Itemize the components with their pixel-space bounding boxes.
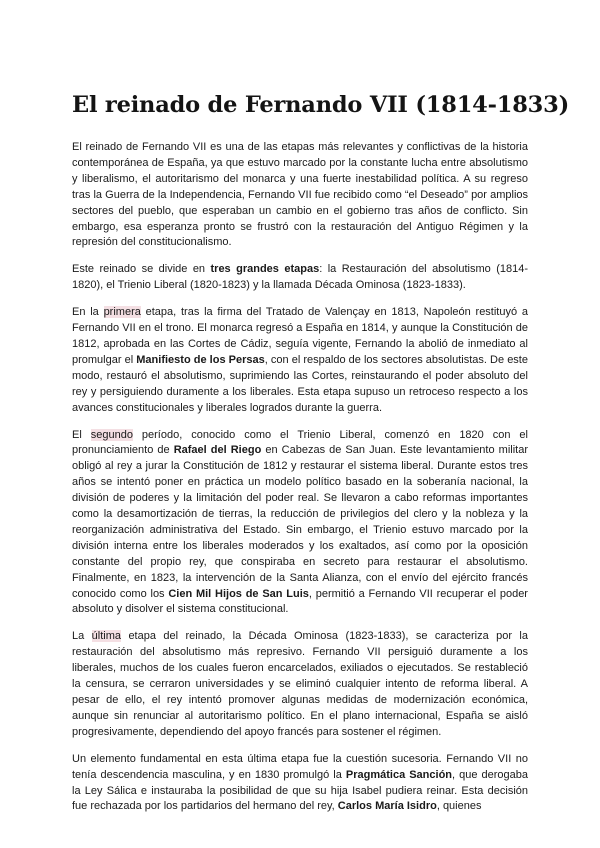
text-run: , con el respaldo de los sectores absolutistas. De este modo, restauró el absolutismo, suprimiendo las Cortes, reinstaurando el poder absoluto del rey y persiguiendo duramente a los liberales. Esta etapa supuso un retroceso respecto a los avances constitucionales y liberales logrados durante la guerra. (72, 353, 528, 414)
text-run: Este reinado se divide en (72, 263, 211, 276)
paragraph-succession (72, 752, 528, 816)
paragraph-stages (72, 262, 528, 294)
paragraph-first-stage (72, 305, 528, 416)
text-run: , permitió a Fernando VII recuperar el poder absoluto y disolver el sistema constitucional. (72, 587, 528, 616)
bold-text: Manifiesto de los Persas (136, 353, 265, 366)
paragraph-intro: El reinado de Fernando VII es una de las etapas más relevantes y conflictivas de la historia contemporánea de España, ya que estuvo marcado por la constante lucha entre absolutismo y liberalismo, el autoritarismo del monarca y una fuerte inestabilidad política. A su regreso tras la Guerra de la Independencia, Fernando VII fue recibido como “el Deseado” por amplios sectores del pueblo, que esperaban un cambio en el gobierno tras años de conflicto. Sin embargo, esa esperanza pronto se frustró con la restauración del Antiguo Régimen y la represión del constitucionalismo. (72, 141, 528, 249)
paragraph-second-stage (72, 428, 528, 619)
text-run: etapa del reinado, la Década Ominosa (1823-1833), se caracteriza por la restauración del absolutismo más represivo. Fernando VII persiguió duramente a los liberales, muchos de los cuales fueron encarcelados, exiliados o ejecutados. Se restableció la censura, se cerraron universidades y se eliminó cualquier intento de reforma liberal. A pesar de ello, el rey intentó promover algunas medidas de modernización económica, aunque sin renunciar al autoritarismo político. En el plano internacional, España se aisló progresivamente, dependiendo del apoyo francés para sostener el régimen. (72, 630, 528, 738)
highlighted-text: última (91, 630, 122, 643)
text-run: , que derogaba la Ley Sálica e instauraba la posibilidad de que su hija Isabel pudiera reinar. Esta decisión fue rechazada por los partidarios del hermano del rey, (72, 768, 528, 813)
bold-text: Pragmática Sanción (345, 768, 453, 781)
paragraph-third-stage (72, 629, 528, 740)
text-run: , quienes (436, 800, 482, 813)
page-title: El reinado de Fernando VII (1814-1833) (72, 92, 570, 118)
highlighted-text: segundo (90, 428, 133, 441)
text-run: El (72, 428, 91, 441)
highlighted-text: primera (103, 306, 141, 319)
bold-text: Carlos María Isidro (337, 800, 437, 813)
bold-text: Rafael del Riego (173, 444, 262, 457)
text-run: etapa, tras la firma del Tratado de Valençay en 1813, Napoleón restituyó a Fernando VII en el trono. El monarca regresó a España en 1814, y aunque la Constitución de 1812, aprobada en las Cortes de Cádiz, seguía vigente, Fernando la abolió de inmediato al promulgar el (72, 306, 528, 366)
text-run: : la Restauración del absolutismo (1814-1820), el Trienio Liberal (1820-1823) y la llamada Década Ominosa (1823-1833). (72, 263, 528, 292)
text-run: Un elemento fundamental en esta última etapa fue la cuestión sucesoria. Fernando VII no tenía descendencia masculina, y en 1830 promulgó la (72, 752, 528, 781)
text-run: período, conocido como el Trienio Liberal, comenzó en 1820 con el pronunciamiento de (72, 428, 528, 457)
bold-text: tres grandes etapas (210, 263, 320, 276)
text-run: en Cabezas de San Juan. Este levantamiento militar obligó al rey a jurar la Constitución de 1812 y restaurar el sistema liberal. Durante estos tres años se intentó poner en práctica un modelo político basado en la soberanía nacional, la división de poderes y la limitación del poder real. Se llevaron a cabo reformas importantes como la desamortización de tierras, la reducción de privilegios del clero y la nobleza y la reorganización administrativa del Estado. Sin embargo, el Trienio estuvo marcado por la división interna entre los liberales moderados y los exaltados, así como por la oposición constante del propio rey, que conspiraba en secreto para restaurar el absolutismo. Finalmente, en 1823, la intervención de la Santa Alianza, con el envío del ejército francés conocido como los (72, 444, 528, 600)
text-run: La (72, 630, 92, 643)
bold-text: Cien Mil Hijos de San Luis (168, 587, 309, 600)
text-run: En la (72, 306, 104, 319)
